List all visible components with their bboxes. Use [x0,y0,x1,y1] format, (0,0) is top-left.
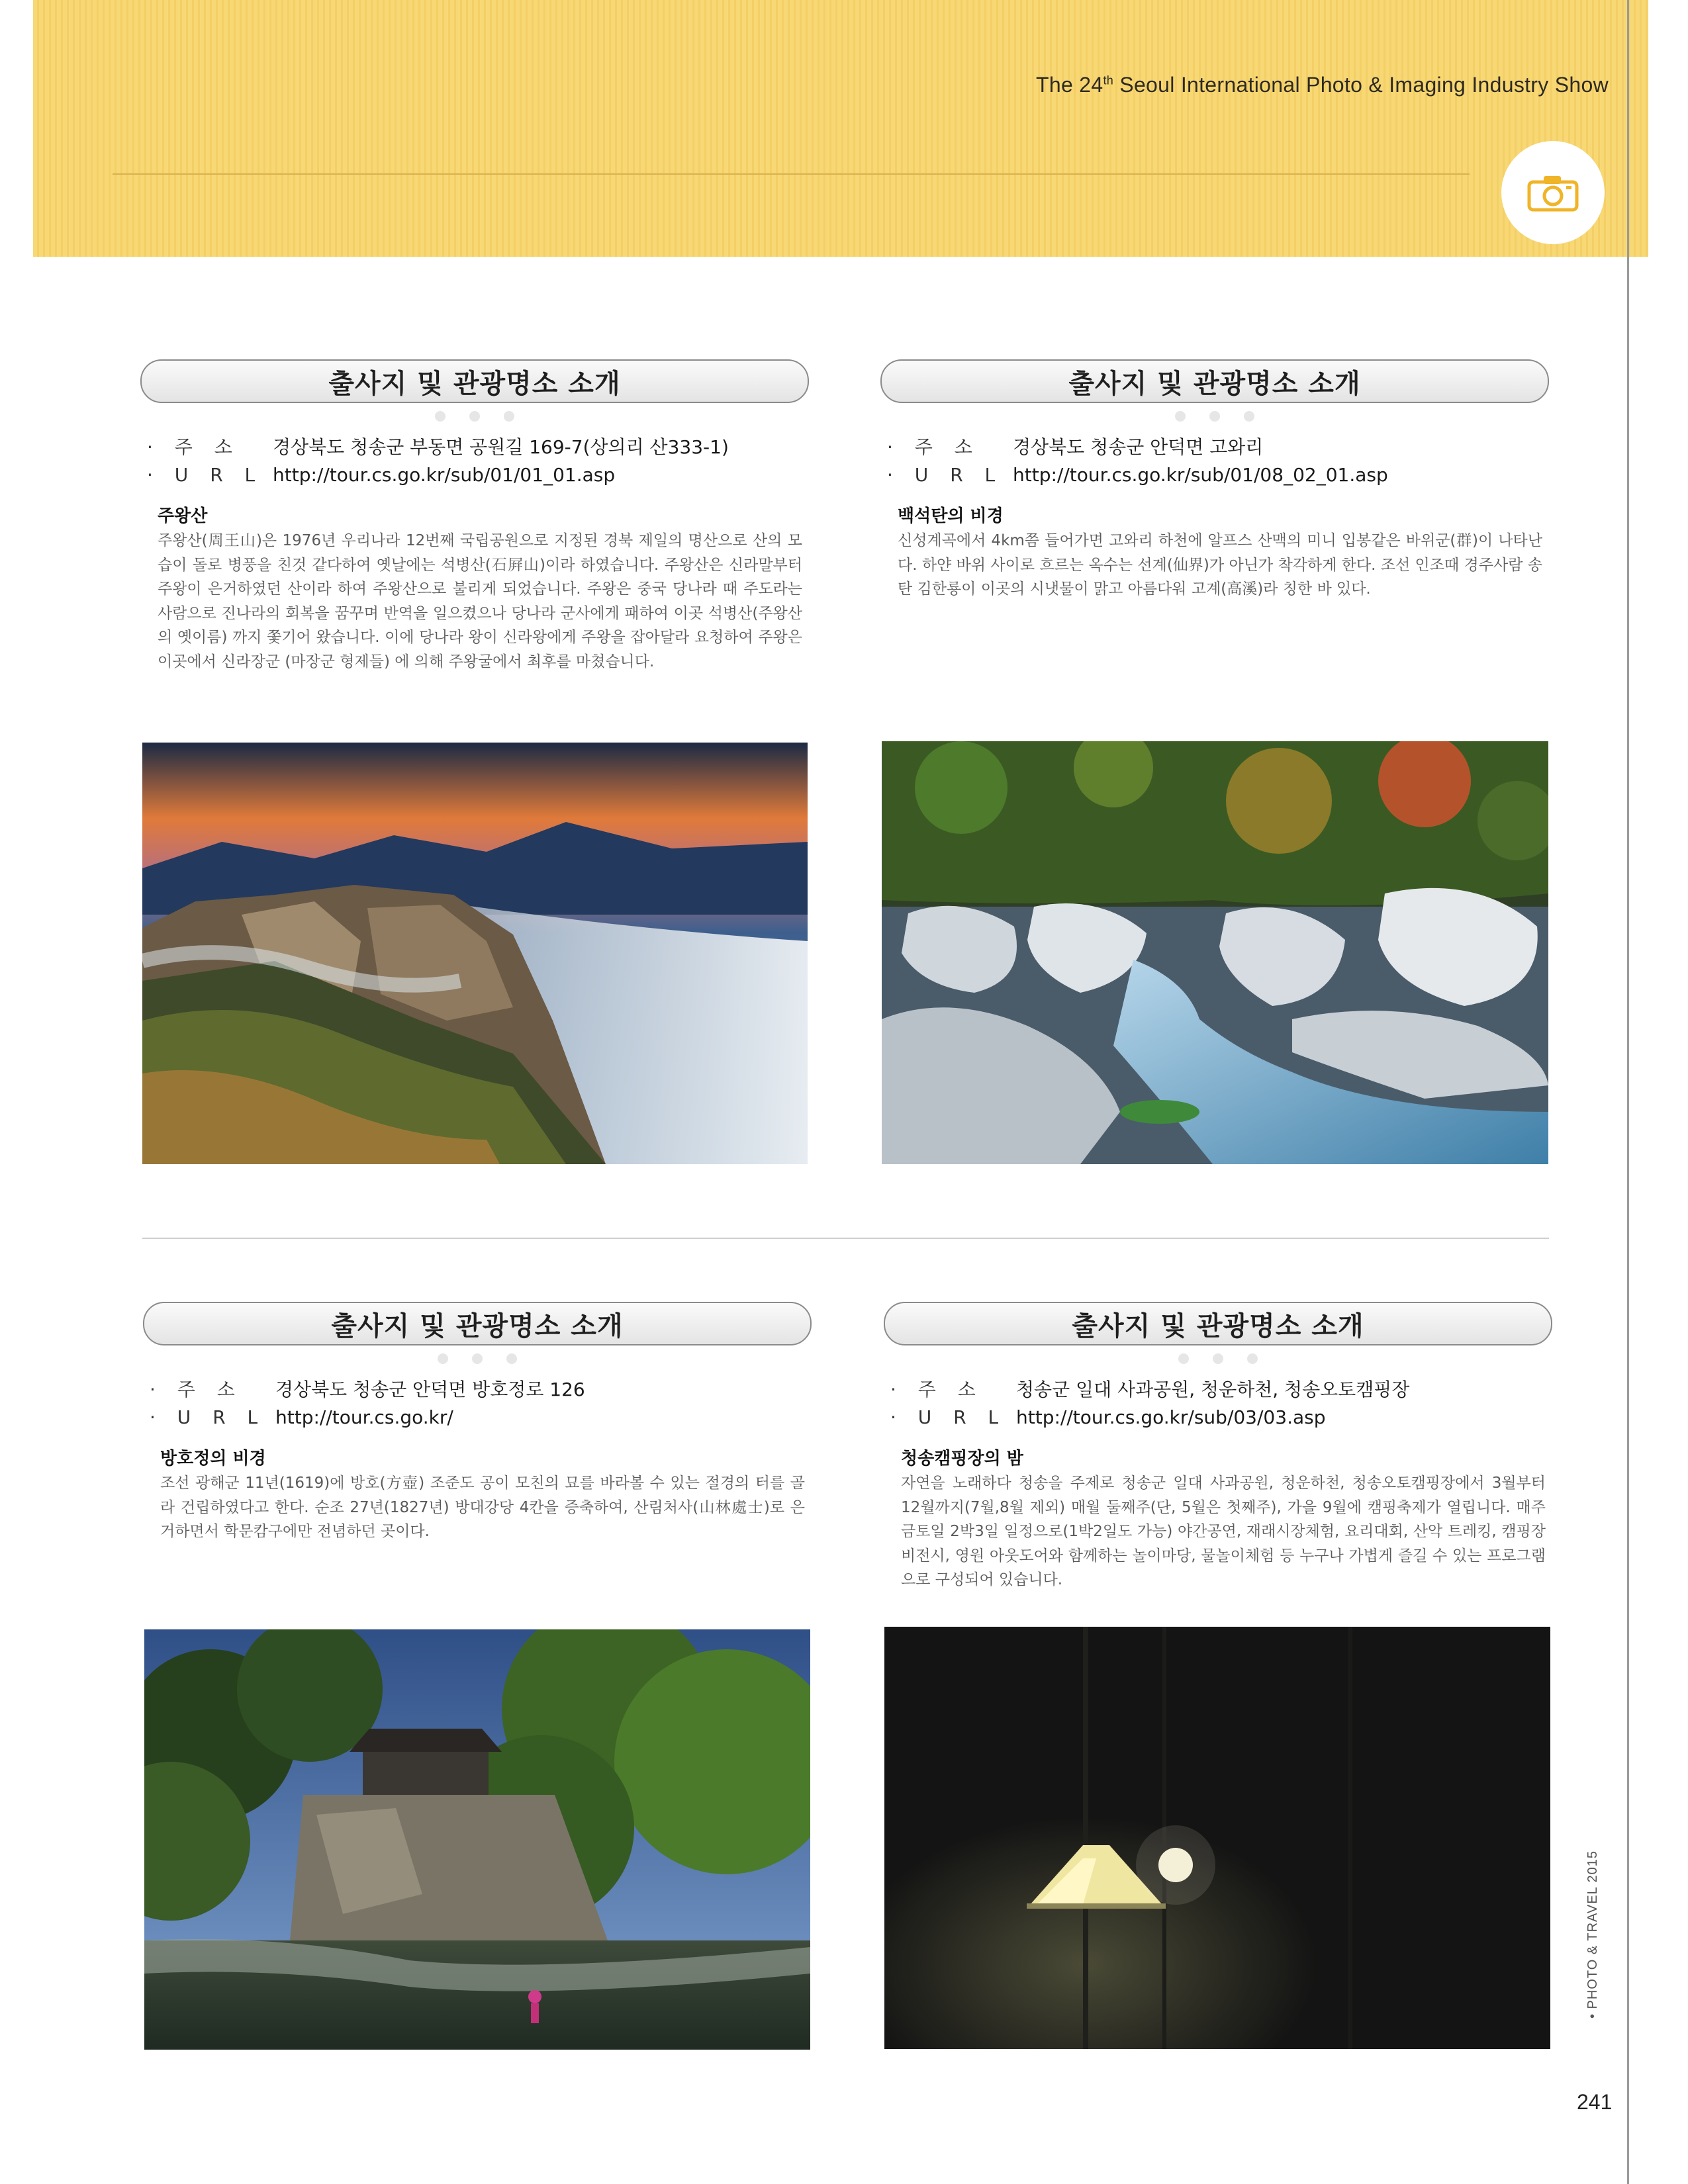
section-baekseoktan [880,359,1549,602]
divider-dots [143,1348,812,1369]
section-juwangsan [140,359,809,674]
info-block [887,433,1549,489]
photo-banghojeong [144,1629,810,2050]
url-label: · U R L [890,1406,1007,1428]
magazine-side-label: • PHOTO & TRAVEL 2015 [1585,1850,1600,2019]
section-heading: 출사지 및 관광명소 소개 [884,1302,1552,1345]
divider-dots [880,406,1549,427]
place-description: 자연을 노래하다 청송을 주제로 청송군 일대 사과공원, 청운하천, 청송오토캠핑장에서 3월부터 12월까지(7월,8월 제외) 매월 둘째주(단, 5월은 첫째주), 가을 9월에 캠핑축제가 열립니다. 매주 금토일 2박3일 일정으로(1박2일도 가능) 야간공연, 재래시장체험, 요리대회, 산악 트레킹, 캠핑장비전시, 영원 아웃도어와 함께하는 놀이마당, 물놀이체험 등 누구나 가볍게 즐길 수 있는 프로그램으로 구성되어 있습니다. [901,1475,1546,1588]
photo-baekseoktan [882,741,1548,1164]
section-banghojeong [143,1302,812,1544]
place-description: 주왕산(周王山)은 1976년 우리나라 12번째 국립공원으로 지정된 경북 제일의 명산으로 산의 모습이 돌로 병풍을 친것 같다하여 옛날에는 석병산(石屛山)이라 하였습니다. 주왕산은 신라말부터 주왕이 은거하였던 산이라 하여 주왕산으로 불리게 되었습니다. 주왕은 중국 당나라 때 주도라는 사람으로 진나라의 회복을 꿈꾸며 반역을 일으켰으나 당나라 군사에게 패하여 이곳 석병산(주왕산의 옛이름) 까지 쫓기어 왔습니다. 이에 당나라 왕이 신라왕에게 주왕을 잡아달라 요청하여 주왕은 이곳에서 신라장군 (마장군 형제들) 에 의해 주왕굴에서 최후를 마쳤습니다. [158,532,802,670]
divider-dots [884,1348,1552,1369]
place-title: 백석탄의 비경 [898,506,1004,526]
url-label: · U R L [887,464,1004,486]
header-banner [33,0,1648,257]
section-heading: 출사지 및 관광명소 소개 [143,1302,812,1345]
show-title: The 24th Seoul International Photo & Imaging Industry Show [1036,73,1609,97]
address-value: 경상북도 청송군 안덕면 고와리 [1013,436,1264,458]
address-label: · 주 소 [150,1379,243,1400]
info-block [147,433,809,489]
page-number: 241 [1577,2090,1613,2114]
section-heading: 출사지 및 관광명소 소개 [140,359,809,403]
section-divider [142,1238,1549,1239]
place-title: 주왕산 [158,506,208,526]
url-link[interactable]: http://tour.cs.go.kr/sub/01/01_01.asp [273,464,616,486]
url-label: · U R L [150,1406,266,1428]
place-description: 신성계곡에서 4km쯤 들어가면 고와리 하천에 알프스 산맥의 미니 입봉같은 바위군(群)이 나타난다. 하얀 바위 사이로 흐르는 옥수는 선계(仙界)가 아닌가 착각하게 한다. 조선 인조때 경주사람 송탄 김한룡이 이곳의 시냇물이 맑고 아름다워 고계(高溪)라 칭한 바 있다. [898,532,1542,598]
url-link[interactable]: http://tour.cs.go.kr/sub/03/03.asp [1016,1406,1326,1428]
photo-juwangsan [142,743,808,1164]
url-link[interactable]: http://tour.cs.go.kr/ [275,1406,453,1428]
address-value: 경상북도 청송군 안덕면 방호정로 126 [275,1379,585,1400]
address-label: · 주 소 [890,1379,984,1400]
camera-badge [1501,141,1605,244]
divider-dots [140,406,809,427]
place-title: 방호정의 비경 [160,1449,266,1469]
photo-camping-night [884,1627,1550,2049]
place-description: 조선 광해군 11년(1619)에 방호(方壺) 조준도 공이 모친의 묘를 바라볼 수 있는 절경의 터를 골라 건립하였다고 한다. 순조 27년(1827년) 방대강당 4칸을 증축하여, 산림처사(山林處士)로 은거하면서 학문캄구에만 전념하던 곳이다. [160,1475,805,1540]
address-value: 청송군 일대 사과공원, 청운하천, 청송오토캠핑장 [1016,1379,1410,1400]
url-label: · U R L [147,464,263,486]
header-rule [113,173,1470,175]
camera-icon [1526,173,1579,212]
section-camping [884,1302,1552,1592]
place-title: 청송캠핑장의 밤 [901,1449,1023,1469]
address-value: 경상북도 청송군 부동면 공원길 169-7(상의리 산333-1) [273,436,729,458]
info-block [150,1376,812,1432]
address-label: · 주 소 [887,436,980,458]
address-label: · 주 소 [147,436,240,458]
section-heading: 출사지 및 관광명소 소개 [880,359,1549,403]
info-block [890,1376,1552,1432]
page-edge-rule [1627,0,1629,2184]
url-link[interactable]: http://tour.cs.go.kr/sub/01/08_02_01.asp [1013,464,1388,486]
